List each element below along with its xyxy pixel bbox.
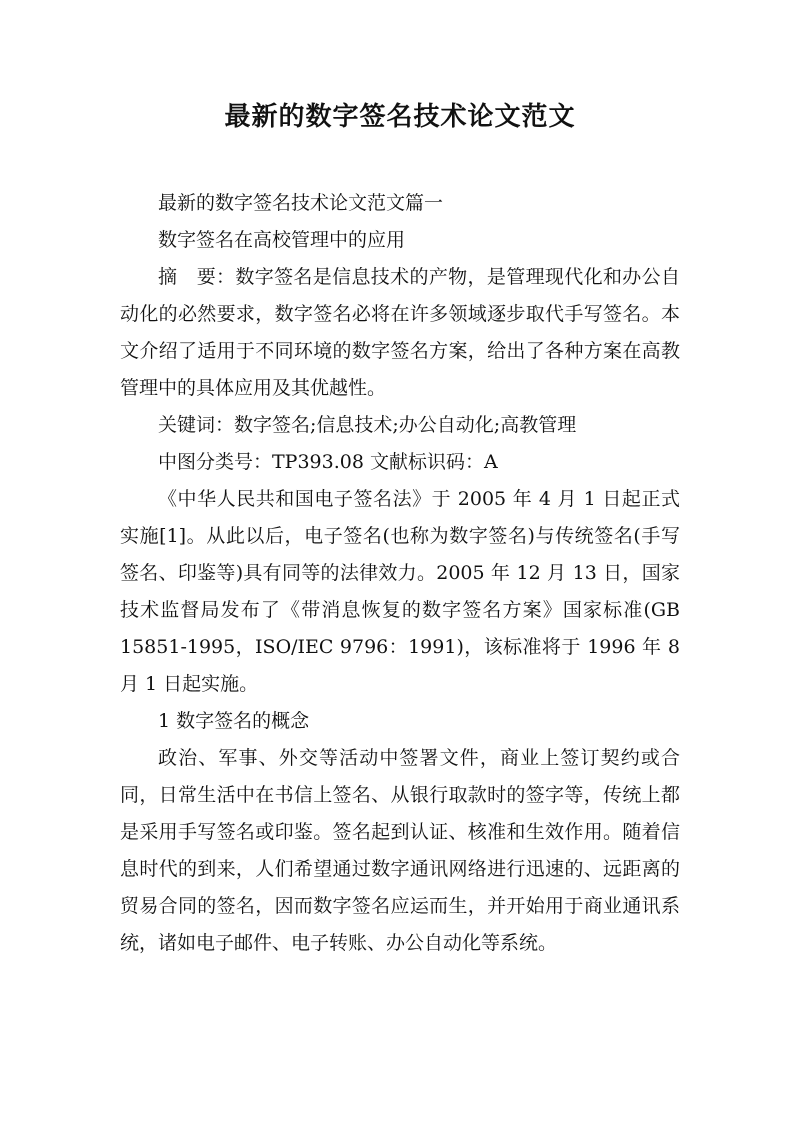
paragraph-concept: 政治、军事、外交等活动中签署文件，商业上签订契约或合同，日常生活中在书信上签名、从银行取款时的签字等，传统上都是采用手写签名或印鉴。签名起到认证、核准和生效作用。随着信息时代的到来，人们希望通过数字通讯网络进行迅速的、远距离的贸易合同的签名，因而数字签名应运而生，并开始用于商业通讯系统，诸如电子邮件、电子转账、办公自动化等系统。 — [120, 747, 680, 954]
paragraph-keywords: 关键词：数字签名;信息技术;办公自动化;高教管理 — [158, 414, 577, 436]
paragraph-intro: 《中华人民共和国电子签名法》于 2005 年 4 月 1 日起正式实施[1]。从此以后，电子签名(也称为数字签名)与传统签名(手写签名、印鉴等)具有同等的法律效力。2005 年 12 月 13 日，国家技术监督局发布了《带消息恢复的数字签名方案》国家标准(GB 15851-1995，ISO/IEC 9796：1991)，该标准将于 1996 年 8 月 1 日起实施。 — [120, 488, 680, 695]
section-heading: 1 数字签名的概念 — [158, 710, 310, 732]
document-title: 最新的数字签名技术论文范文 — [224, 102, 576, 132]
paragraph-classification: 中图分类号：TP393.08 文献标识码：A — [158, 451, 498, 473]
document-body — [120, 185, 680, 962]
paragraph-heading: 最新的数字签名技术论文范文篇一 — [158, 192, 444, 214]
paragraph-subtitle: 数字签名在高校管理中的应用 — [158, 229, 406, 251]
paragraph-abstract: 摘 要：数字签名是信息技术的产物，是管理现代化和办公自动化的必然要求，数字签名必将在许多领域逐步取代手写签名。本文介绍了适用于不同环境的数字签名方案，给出了各种方案在高教管理中的具体应用及其优越性。 — [120, 266, 680, 399]
